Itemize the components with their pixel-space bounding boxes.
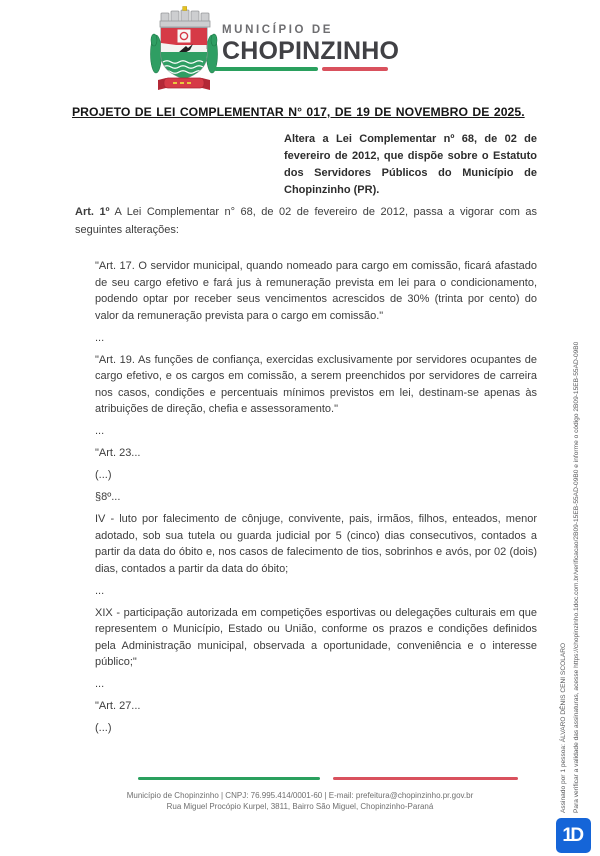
municipality-prefix: MUNICÍPIO DE xyxy=(222,24,334,36)
signature-line-2: Para verificar a validade das assinaturas, acesse https://chopinzinho.1doc.com.br/verificacao/2B09-15EB-55AD-09B0 e informe o código 2B09-15EB-55AD-09B0 xyxy=(573,341,580,813)
footer-contact-block xyxy=(0,790,600,812)
quote-paragraph: XIX - participação autorizada em competições esportivas ou delegações culturais em que representem o Município, Estado ou União, conforme os prazos e condições definidos pela Administração municipal, observada a oportunidade, conveniência e o interesse público;" xyxy=(95,606,537,668)
article-1-paragraph xyxy=(75,204,537,239)
article-1-text: A Lei Complementar n° 68, de 02 de fevereiro de 2012, passa a vigorar com as seguintes alterações: xyxy=(75,206,537,236)
brand-stripe xyxy=(214,67,388,71)
municipality-name: CHOPINZINHO xyxy=(222,37,400,65)
quote-paragraph: IV - luto por falecimento de cônjuge, convivente, pais, irmãos, filhos, enteados, menor adotado, sob sua tutela ou guarda judicial por 5 (cinco) dias consecutivos, contados a partir da data do óbito e, nos casos de falecimento de tios, sobrinhos e avós, por 02 (dois) dias, contados a partir da data do óbito; xyxy=(95,513,537,575)
brand-stripe-green xyxy=(214,67,318,71)
signature-verification-sidebar xyxy=(557,197,587,813)
quote-paragraph: ... xyxy=(95,331,105,344)
article-1-label: Art. 1º xyxy=(75,206,110,218)
quote-paragraph: (...) xyxy=(95,722,112,734)
footer-line-2: Rua Miguel Procópio Kurpel, 3811, Bairro São Miguel, Chopinzinho-Paraná xyxy=(166,802,434,811)
quote-paragraph: ... xyxy=(95,425,105,437)
amendment-quotes xyxy=(95,258,537,742)
quote-paragraph: "Art. 17. O servidor municipal, quando nomeado para cargo em comissão, ficará afastado de seu cargo efetivo e fará jus à remuneração prevista em lei para o condicionamento, podendo optar por receber seus vencimentos acrescidos de 30% (trinta por cento) do valor da remuneração prevista para o cargo em comissão." xyxy=(95,260,537,322)
quote-paragraph: ... xyxy=(95,678,105,690)
quote-paragraph: §8º... xyxy=(95,491,121,503)
signature-line-1: Assinado por 1 pessoa: ÁLVARO DÊNIS CENI SCOLARO xyxy=(560,642,567,813)
footer-stripe-green xyxy=(138,777,320,780)
onedoc-logo-icon xyxy=(556,818,591,853)
footer-stripe-red xyxy=(333,777,518,780)
ementa-paragraph: Altera a Lei Complementar nº 68, de 02 de fevereiro de 2012, que dispõe sobre o Estatuto dos Servidores Públicos do Município de Chopinzinho (PR). xyxy=(284,133,537,196)
brand-stripe-red xyxy=(322,67,388,71)
onedoc-logo-glyph: 1D xyxy=(562,824,582,846)
footer-stripe xyxy=(138,777,518,780)
municipality-wordmark xyxy=(222,24,402,66)
footer-line-1: Município de Chopinzinho | CNPJ: 76.995.414/0001-60 | E-mail: prefeitura@chopinzinho.pr.gov.br xyxy=(126,791,474,800)
coat-of-arms-icon xyxy=(148,6,220,96)
quote-paragraph: "Art. 23... xyxy=(95,447,141,459)
quote-paragraph: "Art. 19. As funções de confiança, exercidas exclusivamente por servidores ocupantes de cargo efetivo, e os cargos em comissão, a serem preenchidos por servidores de carreira nos casos, condições e percentuais mínimos previstos em lei, destinam-se apenas às atribuições de direção, chefia e assessoramento." xyxy=(95,353,537,415)
quote-paragraph: "Art. 27... xyxy=(95,700,141,712)
document-title: PROJETO DE LEI COMPLEMENTAR N° 017, DE 19 DE NOVEMBRO DE 2025. xyxy=(72,105,525,119)
quote-paragraph: ... xyxy=(95,584,105,597)
quote-paragraph: (...) xyxy=(95,469,112,481)
